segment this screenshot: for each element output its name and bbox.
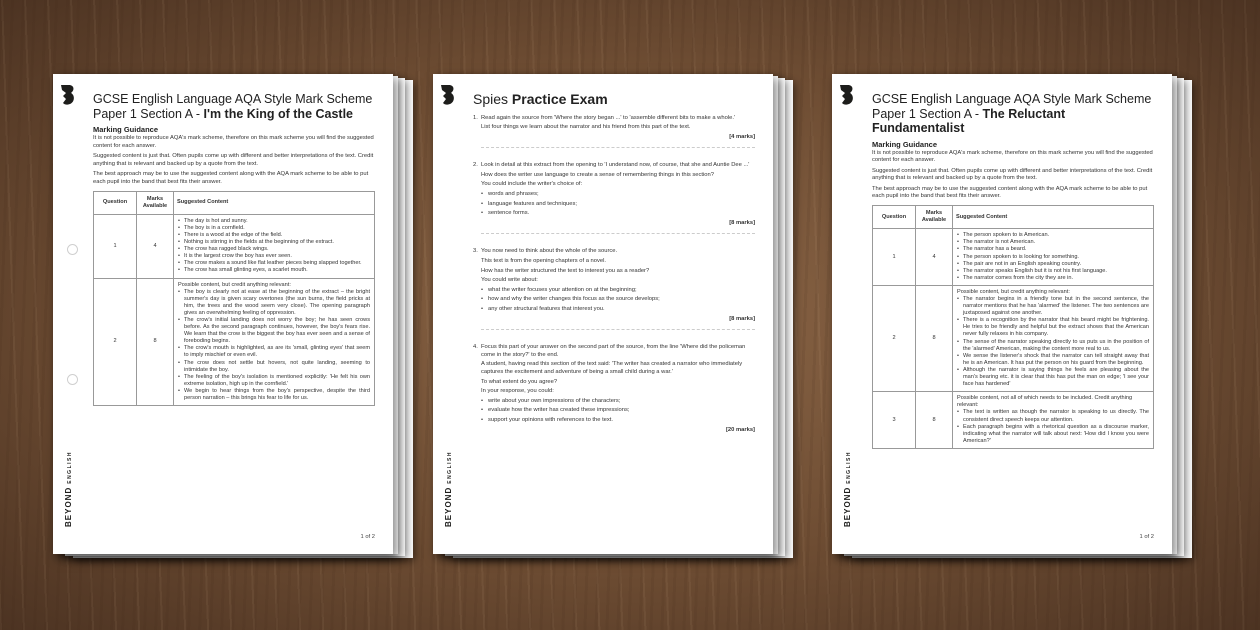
content-bullet: • The crow makes a sound like flat leather pieces being slapped together. [178, 260, 370, 267]
content-bullet: • There is a wood at the edge of the field. [178, 232, 370, 239]
guidance-paragraph: Suggested content is just that. Often pupils come up with different and better interpretations of the text. Credit anything that is relevant and backed up by a quote from the text. [93, 153, 374, 167]
content-bullet: • The narrator begins in a friendly tone but in the second sentence, the narrator mentions that he has 'alarmed' the listener. The two sentences are juxtaposed against one another. [957, 296, 1149, 317]
page-title: Spies Practice Exam [473, 91, 608, 107]
content-intro: Possible content, but credit anything relevant: [178, 281, 291, 288]
list-item: • write about your own impressions of the characters; [481, 398, 755, 406]
content-bullet: • The crow's mouth is highlighted, as are its 'small, glinting eyes' that seem to imply mischief or even evil. [178, 345, 370, 359]
content-bullet: • Each paragraph begins with a rhetorical question as a discourse marker, indicating what the narrator will talk about next: 'How did I know you were American?' [957, 424, 1149, 445]
brand-vertical-logo: BEYONDENGLISH [64, 451, 73, 527]
mark-scheme-table [872, 205, 1154, 449]
question-number: 2 [94, 278, 137, 406]
marks-available: 8 [916, 392, 953, 449]
content-bullet: • Nothing is stirring in the fields at the beginning of the extract. [178, 239, 370, 246]
marks-available: 4 [916, 229, 953, 286]
list-item: • any other structural features that interest you. [481, 306, 755, 314]
suggested-content [953, 392, 1154, 449]
guidance-paragraph: The best approach may be to use the suggested content along with the AQA mark scheme to be able to put each pupil into the band that best fits their answer. [872, 185, 1148, 200]
marks-label: [8 marks] [729, 219, 755, 226]
content-bullet: • The pair are not in an English speaking country. [957, 261, 1149, 268]
beyond-logo-icon [440, 84, 456, 106]
question-number: 3 [873, 392, 916, 449]
exam-question: 2. Look in detail at this extract from the opening to 'I understand now, of course, that she and Auntie Dee ...' How does the writer use language to create a sense of remembering things in this section? You could include the writer's choice of: • words and phrases; • language features and techniques; • sentence forms. [8 marks] [473, 162, 755, 234]
column-header-marks: Marks Available [916, 206, 953, 229]
mark-scheme-page [53, 74, 393, 554]
content-bullet: • The crow has ragged black wings. [178, 246, 370, 253]
list-item: • evaluate how the writer has created these impressions; [481, 407, 755, 415]
guidance-heading: Marking Guidance [93, 125, 159, 134]
content-bullet: • The narrator comes from the city they are in. [957, 275, 1149, 282]
marks-available: 8 [916, 285, 953, 391]
mark-scheme-table [93, 191, 375, 407]
guidance-heading: Marking Guidance [872, 139, 938, 149]
list-item: • support your opinions with references to the text. [481, 417, 755, 425]
content-bullet: • The crow's initial landing does not worry the boy; he has seen crows before. As the second paragraph continues, however, the boy's fears rise. We learn that the crow is the biggest the boy has ever seen and a sense of foreboding begins. [178, 317, 370, 345]
list-item: • words and phrases; [481, 191, 755, 199]
content-bullet: • We begin to hear things from the boy's perspective, despite the third person narration – this brings his fear to life for us. [178, 388, 370, 402]
suggested-content [174, 278, 375, 406]
content-intro: Possible content, not all of which needs to be included. Credit anything relevant: [957, 395, 1133, 409]
guidance-paragraph: It is not possible to reproduce AQA's mark scheme, therefore on this mark scheme you will find the suggested content for each answer. [93, 135, 374, 149]
content-bullet: • There is a recognition by the narrator that his beard might be frightening. He tries to be friendly and helpful but the extract shows that the American never fully relaxes in his company. [957, 317, 1149, 338]
exam-question: 1. Read again the source from 'Where the story began ...' to 'assemble different bits to make a whole.' List four things we learn about the narrator and his friend from this part of the text. [4 marks] [473, 115, 755, 149]
content-bullet: • The person spoken to is looking for something. [957, 254, 1149, 261]
page-title: GCSE English Language AQA Style Mark Scheme Paper 1 Section A - I'm the King of the Castle [93, 92, 373, 121]
question-number: 2 [873, 285, 916, 391]
exam-question: 3. You now need to think about the whole of the source. This text is from the opening chapters of a novel. How has the writer structured the text to interest you as a reader? You could write about: • what the writer focuses your attention on at the beginning; • how and why the writer changes this focus as the source develops; • any other structural features that interest you. [8 marks] [473, 248, 755, 330]
list-item: • language features and techniques; [481, 201, 755, 209]
punch-hole [67, 374, 78, 385]
table-row [873, 285, 1154, 391]
beyond-logo-icon [60, 84, 76, 106]
content-bullet: • It is the largest crow the boy has ever seen. [178, 253, 370, 260]
table-row [94, 278, 375, 406]
content-bullet: • The boy is in a cornfield. [178, 225, 370, 232]
column-header-content: Suggested Content [174, 191, 375, 214]
suggested-content [174, 214, 375, 278]
punch-hole [67, 244, 78, 255]
suggested-content [953, 285, 1154, 391]
column-header-content: Suggested Content [953, 206, 1154, 229]
content-bullet: • The boy is clearly not at ease at the beginning of the extract – the bright summer's day is given scary overtones (the sun burns, the field pricks at him, the trees and the wood seem very close). The opening paragraph gives an overwhelming feeling of oppression. [178, 289, 370, 317]
practice-exam-page [433, 74, 773, 554]
content-bullet: • The crow has small glinting eyes, a scarlet mouth. [178, 267, 370, 274]
guidance-paragraph: It is not possible to reproduce AQA's mark scheme, therefore on this mark scheme you will find the suggested content for each answer. [872, 149, 1153, 164]
table-row [873, 229, 1154, 286]
content-bullet: • The text is written as though the narrator is speaking to us directly. The consistent direct speech keeps our attention. [957, 409, 1149, 423]
content-bullet: • The person spoken to is American. [957, 232, 1149, 239]
content-bullet: • The crow does not settle but hovers, not quite landing, seeming to intimidate the boy. [178, 360, 370, 374]
marks-label: [4 marks] [729, 133, 755, 140]
page-number: 1 of 2 [360, 534, 375, 540]
list-item: • how and why the writer changes this focus as the source develops; [481, 296, 755, 304]
content-bullet: • The sense of the narrator speaking directly to us puts us in the position of the 'alarmed' American, making the content more real to us. [957, 339, 1149, 353]
content-bullet: • We sense the listener's shock that the narrator can tell straight away that he is an American. It has put the person on his guard from the beginning. [957, 353, 1149, 367]
exam-question: 4. Focus this part of your answer on the second part of the source, from the line 'Where did the policeman come in the story?' to the end. A student, having read this section of the text said: 'The writer has created a narrator who immediately captures the excitement and adventure of being a small child during a war.' To what extent do you agree? In your response, you could: • write about your own impressions of the characters; • evaluate how the writer has created these impressions; • support your opinions with references to the text. [20 marks] [473, 344, 755, 434]
guidance-paragraph: Suggested content is just that. Often pupils come up with different and better interpretations of the text. Credit anything that is relevant and backed up by a quote from the text. [872, 167, 1153, 182]
content-bullet: • The narrator speaks English but it is not his first language. [957, 268, 1149, 275]
content-bullet: • The feeling of the boy's isolation is mentioned explicitly: 'He felt his own extreme isolation, high up in the cornfield.' [178, 374, 370, 388]
beyond-logo-icon [839, 84, 855, 106]
column-header-question: Question [873, 206, 916, 229]
content-bullet: • The day is hot and sunny. [178, 218, 370, 225]
brand-vertical-logo: BEYONDENGLISH [843, 451, 852, 527]
list-item: • sentence forms. [481, 210, 755, 218]
content-bullet: • Although the narrator is saying things he feels are pleasing about the man's bearing etc. it is clear that this has put the man on edge; 'I see your face has hardened' [957, 367, 1149, 388]
marks-available: 8 [137, 278, 174, 406]
content-intro: Possible content, but credit anything relevant: [957, 288, 1070, 295]
marks-label: [8 marks] [729, 315, 755, 322]
page-title: GCSE English Language AQA Style Mark Scheme Paper 1 Section A - The Reluctant Fundamentalist [872, 92, 1152, 135]
marks-label: [20 marks] [725, 426, 755, 433]
content-bullet: • The narrator has a beard. [957, 246, 1149, 253]
column-header-marks: Marks Available [137, 191, 174, 214]
guidance-paragraph: The best approach may be to use the suggested content along with the AQA mark scheme to be able to put each pupil into the band that best fits their answer. [93, 171, 369, 185]
suggested-content [953, 229, 1154, 286]
brand-vertical-logo: BEYONDENGLISH [444, 451, 453, 527]
marks-available: 4 [137, 214, 174, 278]
content-bullet: • The narrator is not American. [957, 239, 1149, 246]
column-header-question: Question [94, 191, 137, 214]
mark-scheme-page [832, 74, 1172, 554]
page-number: 1 of 2 [1139, 534, 1154, 540]
question-number: 1 [94, 214, 137, 278]
question-number: 1 [873, 229, 916, 286]
table-row [94, 214, 375, 278]
list-item: • what the writer focuses your attention on at the beginning; [481, 287, 755, 295]
table-row [873, 392, 1154, 449]
